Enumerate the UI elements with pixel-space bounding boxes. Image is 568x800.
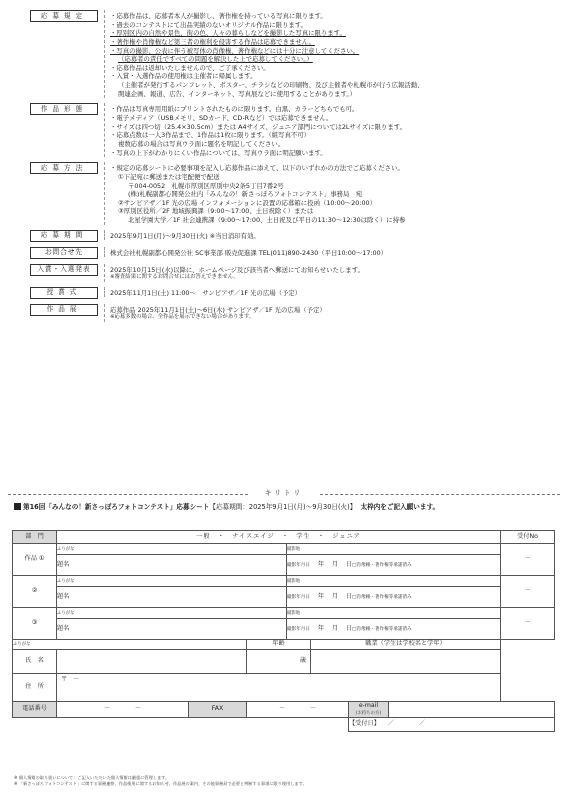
rule-body (104, 264, 550, 282)
rule-line: 2025年11月1日(土) 11:00～ サンピアザ／1F 光の広場（予定） (110, 288, 302, 297)
entry-1-place[interactable] (287, 544, 501, 555)
email-note: (お持ちの方) (355, 710, 382, 716)
entry-2-title-field[interactable] (57, 587, 287, 608)
title-label: 題名 (57, 624, 70, 632)
cut-dash-left (8, 494, 248, 495)
cut-dash-right (320, 494, 560, 495)
rule-label: お問合せ先 (30, 247, 98, 259)
entry-2-date-field[interactable] (287, 587, 501, 608)
rule-body (104, 230, 550, 241)
rule-line: 北星学園大学／1F 社会連携課（9:00～17:00、土日祝及び平日の11:30～12:30は除く）に持参 (128, 216, 406, 225)
rule-line: 2025年9月1日(月)～9月30日(火) ※当日消印有効。 (110, 231, 260, 240)
month-label: 月 (331, 560, 339, 568)
fax-field[interactable]: － － (247, 702, 349, 718)
rule-line: 2025年10月15日(水)以降に、ホームページ及び該当者へ郵送にてお知らせいたします。 (110, 265, 364, 274)
rule-line: ・厚別区内の自然や景色、街の色、人々の暮らしなどを撮影した写真に限ります。 (110, 29, 346, 38)
rule-line: ③厚別区役所／2F 地域振興課（9:00～17:00、土日祝除く）または (118, 207, 314, 216)
month-label: 月 (331, 624, 339, 632)
rule-label: 応募期間 (30, 230, 98, 242)
rule-line: ②サンピアザ／1F 光の広場 インフォメーションに設置の応募箱に投函（10:00～20:00） (118, 198, 376, 207)
rule-line: ・著作権や肖像権など第三者の権利を侵害する作品は応募できません。 (110, 37, 315, 46)
entry-3-row-b (13, 619, 555, 640)
place-label: 撮影地 (287, 546, 301, 552)
entry-3-furigana[interactable] (57, 608, 287, 619)
rule-line: 関連企画、報道、広告、インターネット、写真展などに使用することがあります。） (118, 89, 356, 98)
age-field[interactable] (247, 650, 311, 674)
rule-body (104, 304, 550, 322)
rule-label: 応募規定 (30, 10, 98, 22)
rule-line: ・応募作品は、応募者本人が撮影し、著作権を持っている写真に限ります。 (110, 12, 327, 20)
rule-row-entry-rules (30, 10, 550, 98)
date-label: 撮影年月日 (287, 626, 310, 632)
empty-cell (501, 640, 555, 650)
place-label: 撮影地 (287, 578, 301, 584)
date-label: 撮影年月日 (287, 562, 310, 568)
entry-2-row-b (13, 587, 555, 608)
rule-row-period (30, 230, 550, 242)
rule-row-contact (30, 247, 550, 259)
year-label: 年 (317, 592, 325, 600)
entry-1-furigana[interactable] (57, 544, 287, 555)
empty-cell (501, 674, 555, 702)
entry-1-label (13, 544, 57, 576)
entry-3-place[interactable] (287, 608, 501, 619)
name-label: 氏 名 (13, 650, 57, 674)
rule-body (104, 103, 550, 157)
job-label: 職業（学生は学校名と学年） (311, 640, 501, 650)
entry-3-title-field[interactable] (57, 619, 287, 640)
rule-label: 作品展 (30, 304, 98, 316)
rules-section (30, 10, 550, 327)
consent-checkbox[interactable]: □肖像権・著作権等承諾済み (352, 562, 412, 568)
entry-number: ① (38, 555, 45, 563)
fax-label: FAX (189, 702, 247, 718)
sheet-instruction: 太枠内をご記入願います。 (360, 503, 440, 511)
rule-line: ・規定の応募シートに必要事項を記入し応募作品に添えて、以下のいずれかの方法でご応募ください。 (110, 164, 404, 173)
footnote: ※ 「新さっぽろフォトコンテスト」に関する事務連絡、作品使用に関するお知らせ、作品展の案内、その他事務局で必要と判断する事項に限り使用します。 (14, 781, 307, 787)
furigana-label: ふりがな (57, 578, 75, 584)
day-label: 日 (345, 592, 353, 600)
entry-3-label: ③ (13, 608, 57, 640)
day-label: 日 (345, 624, 353, 632)
rule-line: ①下記宛に郵送または宅配便で配送 (118, 172, 220, 181)
entry-1-reception-no: － (501, 544, 555, 576)
rule-line: ・写真の上下がわかりにくい作品については、写真ウラ面に明記願います。 (110, 148, 327, 157)
cut-label: キリトリ (258, 489, 310, 498)
sheet-title-text: 第16回「みんなの！新さっぽろフォトコンテスト」応募シート (23, 503, 210, 511)
sheet-period: 【応募期間：2025年9月1日(月)～9月30日(火)】 (209, 503, 357, 511)
rule-line: 応募作品 2025年11月1日(土)～6日(木) サンピアザ／1F 光の広場（予定） (110, 305, 326, 314)
entry-2-reception-no: － (501, 576, 555, 608)
rule-row-ceremony (30, 287, 550, 299)
name-furigana-field[interactable] (13, 640, 247, 650)
name-field[interactable] (57, 650, 247, 674)
month-label: 月 (331, 592, 339, 600)
title-label: 題名 (57, 560, 70, 568)
phone-field[interactable]: － － (57, 702, 189, 718)
furigana-label: ふりがな (13, 642, 31, 648)
address-label: 住 所 (13, 674, 57, 702)
category-label: 部 門 (13, 531, 57, 544)
entry-3-date-field[interactable] (287, 619, 501, 640)
rule-line: ※応募多数の場合、全作品を展示できない場合があります。 (110, 314, 255, 321)
name-furigana-row (13, 640, 555, 650)
year-label: 年 (317, 624, 325, 632)
entry-1-row-b (13, 555, 555, 576)
contact-row (13, 702, 555, 718)
rule-row-exhibition (30, 304, 550, 322)
entry-2-row-a (13, 576, 555, 587)
footnotes (14, 775, 554, 788)
rule-line: ・応募作品は返却いたしませんので、ご了承ください。 (110, 63, 270, 72)
rule-label: 作品形態 (30, 103, 98, 115)
rule-label: 授賞式 (30, 287, 98, 299)
rule-row-method (30, 162, 550, 224)
consent-checkbox[interactable]: □肖像権・著作権等承諾済み (352, 626, 412, 632)
entry-3-reception-no: － (501, 608, 555, 640)
rule-line: ・過去のコンテストにて出品実績のないオリジナル作品に限ります。 (110, 20, 308, 29)
rule-line: ・応募点数は一人3作品まで、1作品は1枚に限ります。（組写真不可） (110, 131, 311, 140)
postal-mark: 〒 (61, 676, 68, 683)
rule-line: ・入賞・入選作品の使用権は主催者に帰属します。 (110, 72, 257, 81)
received-date-field (349, 718, 555, 732)
year-label: 年 (317, 560, 325, 568)
square-bullet-icon (14, 503, 21, 510)
entry-1-row-a (13, 544, 555, 555)
empty-cell (501, 650, 555, 674)
entry-form (12, 530, 555, 732)
rule-line: (株)札幌副都心開発公社内「みんなの！新さっぽろフォトコンテスト」事務局 宛 (128, 190, 363, 199)
email-field[interactable] (389, 702, 555, 718)
received-row (13, 718, 555, 732)
footnote: ※ 個人情報の取り扱いについて：ご記入いただいた個人情報は厳重に管理します。 (14, 775, 170, 780)
category-row (13, 531, 555, 544)
name-row (13, 650, 555, 674)
rule-line: ・写真の撮影、公表に伴う被写体の肖像権、著作権などには十分に注意してください。 (110, 46, 360, 55)
entry-1-title-field[interactable] (57, 555, 287, 576)
rule-line: 〒004-0052 札幌市厚別区厚別中央2条5丁目7番2号 (128, 181, 284, 190)
address-row (13, 674, 555, 702)
entry-3-row-a (13, 608, 555, 619)
received-label: 【受付日】 (349, 720, 380, 728)
empty-cell (13, 718, 349, 732)
date-label: 撮影年月日 (287, 594, 310, 600)
title-label: 題名 (57, 592, 70, 600)
cut-line (8, 489, 560, 499)
rule-line: ・作品は写真専用用紙にプリントされたものに限ります。白黒、カラーどちらでも可。 (110, 105, 359, 114)
received-sep: ／ ／ (387, 720, 425, 728)
furigana-label: ふりがな (57, 610, 75, 616)
rule-line: ・電子メディア（USBメモリ、SDカード、CD-Rなど）では応募できません。 (110, 114, 333, 123)
category-options[interactable]: 一般 ・ ナイスエイジ ・ 学生 ・ ジュニア (57, 531, 501, 544)
rule-line: ・サイズは四つ切（25.4×30.5cm）または A4サイズ、ジュニア部門については2Lサイズに限ります。 (110, 122, 406, 131)
entry-2-furigana[interactable] (57, 576, 287, 587)
rule-label: 入賞・入選発表 (30, 264, 98, 276)
rule-label: 応募方法 (30, 162, 98, 174)
postal-dash: － (73, 676, 80, 683)
rule-row-format (30, 103, 550, 157)
age-unit: 歳 (299, 657, 306, 665)
email-label-text: e-mail (358, 702, 379, 710)
rule-body (104, 287, 550, 298)
entry-1-date-field[interactable] (287, 555, 501, 576)
day-label: 日 (345, 560, 353, 568)
rule-line: （応募者の責任ですべての問題を解決した上で応募してください。） (118, 55, 313, 64)
reception-no-label: 受付No (501, 531, 555, 544)
job-field[interactable] (311, 650, 501, 674)
rule-body (104, 162, 550, 224)
rule-row-announcement (30, 264, 550, 282)
rule-body (104, 247, 550, 258)
consent-checkbox[interactable]: □肖像権・著作権等承諾済み (352, 594, 412, 600)
rule-line: 株式会社札幌副都心開発公社 SC事業部 販売促進課 TEL(011)890-2430（平日10:00～17:00） (110, 248, 388, 257)
entry-2-label: ② (13, 576, 57, 608)
rule-line: 複数応募の場合は写真ウラ面に題名を明記してください。 (118, 139, 285, 148)
work-label: 作品 (24, 555, 37, 563)
furigana-label: ふりがな (57, 546, 75, 552)
rule-body (104, 10, 550, 98)
address-field[interactable] (57, 674, 501, 702)
age-label: 年齢 (247, 640, 311, 650)
place-label: 撮影地 (287, 610, 301, 616)
entry-2-place[interactable] (287, 576, 501, 587)
sheet-title (14, 503, 554, 512)
phone-label: 電話番号 (13, 702, 57, 718)
rule-line: （主催者が発行するパンフレット、ポスター、チラシなどの印刷物、及び主催者や札幌市が行う広報活動、 (118, 81, 424, 90)
email-label (349, 702, 389, 718)
rule-line: ※審査結果に関するお問合せにはお答えできません。 (110, 274, 239, 281)
